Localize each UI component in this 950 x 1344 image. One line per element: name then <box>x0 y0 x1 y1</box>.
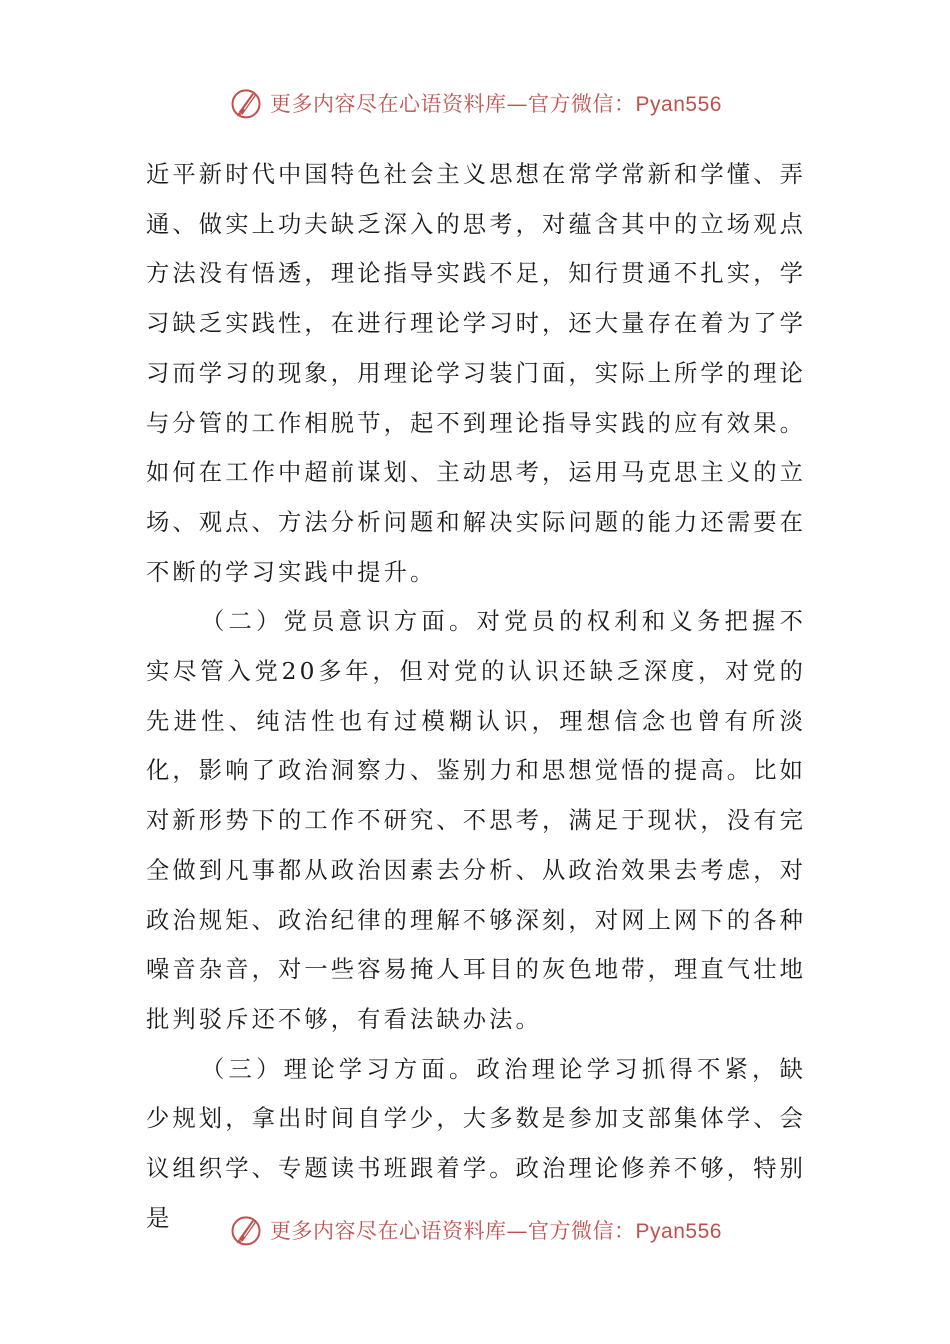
header-banner-text: 更多内容尽在心语资料库—官方微信：Pyan556 <box>270 92 722 116</box>
footer-banner-text: 更多内容尽在心语资料库—官方微信：Pyan556 <box>270 1219 722 1243</box>
paragraph-1: 近平新时代中国特色社会主义思想在常学常新和学懂、弄通、做实上功夫缺乏深入的思考，对蕴含其中的立场观点方法没有悟透，理论指导实践不足，知行贯通不扎实，学习缺乏实践性，在进行理论学习时，还大量存在着为了学习而学习的现象，用理论学习装门面，实际上所学的理论与分管的工作相脱节，起不到理论指导实践的应有效果。如何在工作中超前谋划、主动思考，运用马克思主义的立场、观点、方法分析问题和解决实际问题的能力还需要在不断的学习实践中提升。 <box>146 161 806 586</box>
header-banner <box>0 83 950 123</box>
document-body <box>146 150 806 1243</box>
pen-nib-logo-icon <box>228 1212 264 1248</box>
wechat-handle: Pyan556 <box>635 93 722 116</box>
paragraph-2: （二）党员意识方面。对党员的权利和义务把握不实尽管入党20多年，但对党的认识还缺乏深度，对党的先进性、纯洁性也有过模糊认识，理想信念也曾有所淡化，影响了政治洞察力、鉴别力和思想觉悟的提高。比如对新形势下的工作不研究、不思考，满足于现状，没有完全做到凡事都从政治因素去分析、从政治效果去考虑，对政治规矩、政治纪律的理解不够深刻，对网上网下的各种噪音杂音，对一些容易掩人耳目的灰色地带，理直气壮地批判驳斥还不够，有看法缺办法。 <box>146 608 806 1033</box>
pen-nib-logo-icon <box>228 85 264 121</box>
wechat-handle: Pyan556 <box>635 1220 722 1243</box>
footer-banner <box>0 1210 950 1250</box>
paragraph-3: （三）理论学习方面。政治理论学习抓得不紧，缺少规划，拿出时间自学少，大多数是参加支部集体学、会议组织学、专题读书班跟着学。政治理论修养不够，特别是 <box>146 1055 806 1232</box>
